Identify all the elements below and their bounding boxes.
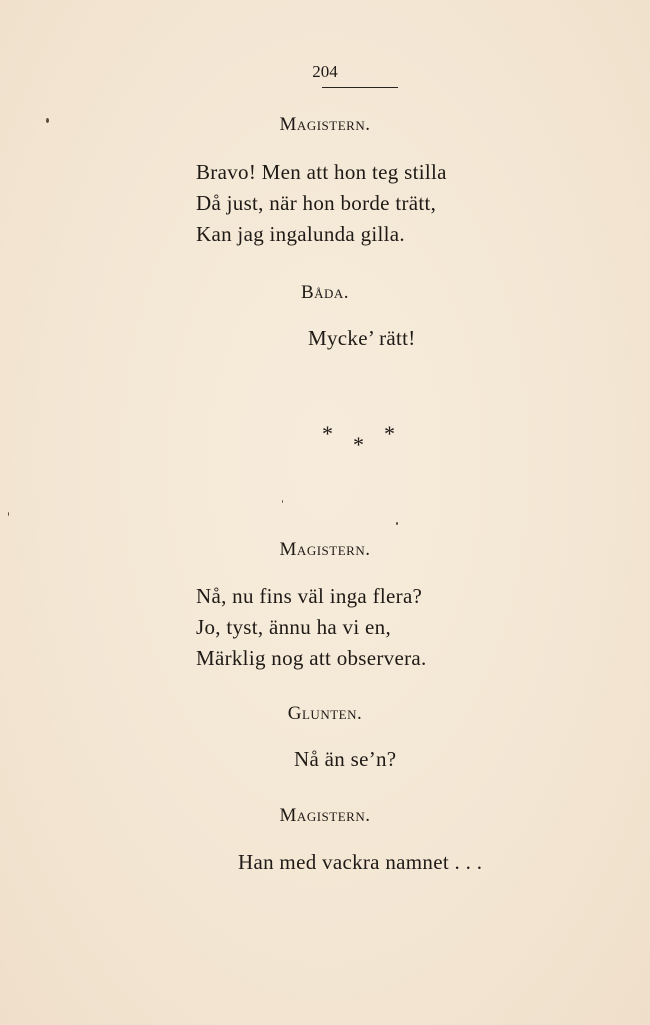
verse-line: Märklig nog att observera.: [196, 646, 427, 670]
speaker-heading: Glunten.: [287, 703, 363, 724]
paper-speck: [282, 500, 283, 503]
speaker-heading: Magistern.: [279, 805, 371, 826]
asterism-star: *: [384, 421, 395, 446]
speaker-heading: Magistern.: [279, 114, 371, 135]
verse-line: Nå än se’n?: [294, 747, 397, 771]
page-number-rule: [322, 87, 398, 88]
paper-speck: [396, 522, 398, 525]
verse-line: Jo, tyst, ännu ha vi en,: [196, 615, 392, 639]
speaker-heading: Båda.: [300, 282, 350, 303]
page-number: 204: [312, 62, 338, 81]
asterism-star: *: [353, 432, 364, 457]
verse-line: Nå, nu fins väl inga flera?: [196, 584, 423, 608]
asterism-star: *: [322, 421, 333, 446]
speaker-heading: Magistern.: [279, 539, 371, 560]
verse-line: Han med vackra namnet . . .: [238, 850, 483, 874]
verse-line: Mycke’ rätt!: [308, 326, 416, 350]
verse-line: Kan jag ingalunda gilla.: [196, 222, 405, 246]
verse-line: Då just, när hon borde trätt,: [196, 191, 437, 215]
verse-line: Bravo! Men att hon teg stilla: [196, 160, 447, 184]
paper-speck: [46, 118, 49, 123]
paper-speck: [8, 512, 9, 516]
